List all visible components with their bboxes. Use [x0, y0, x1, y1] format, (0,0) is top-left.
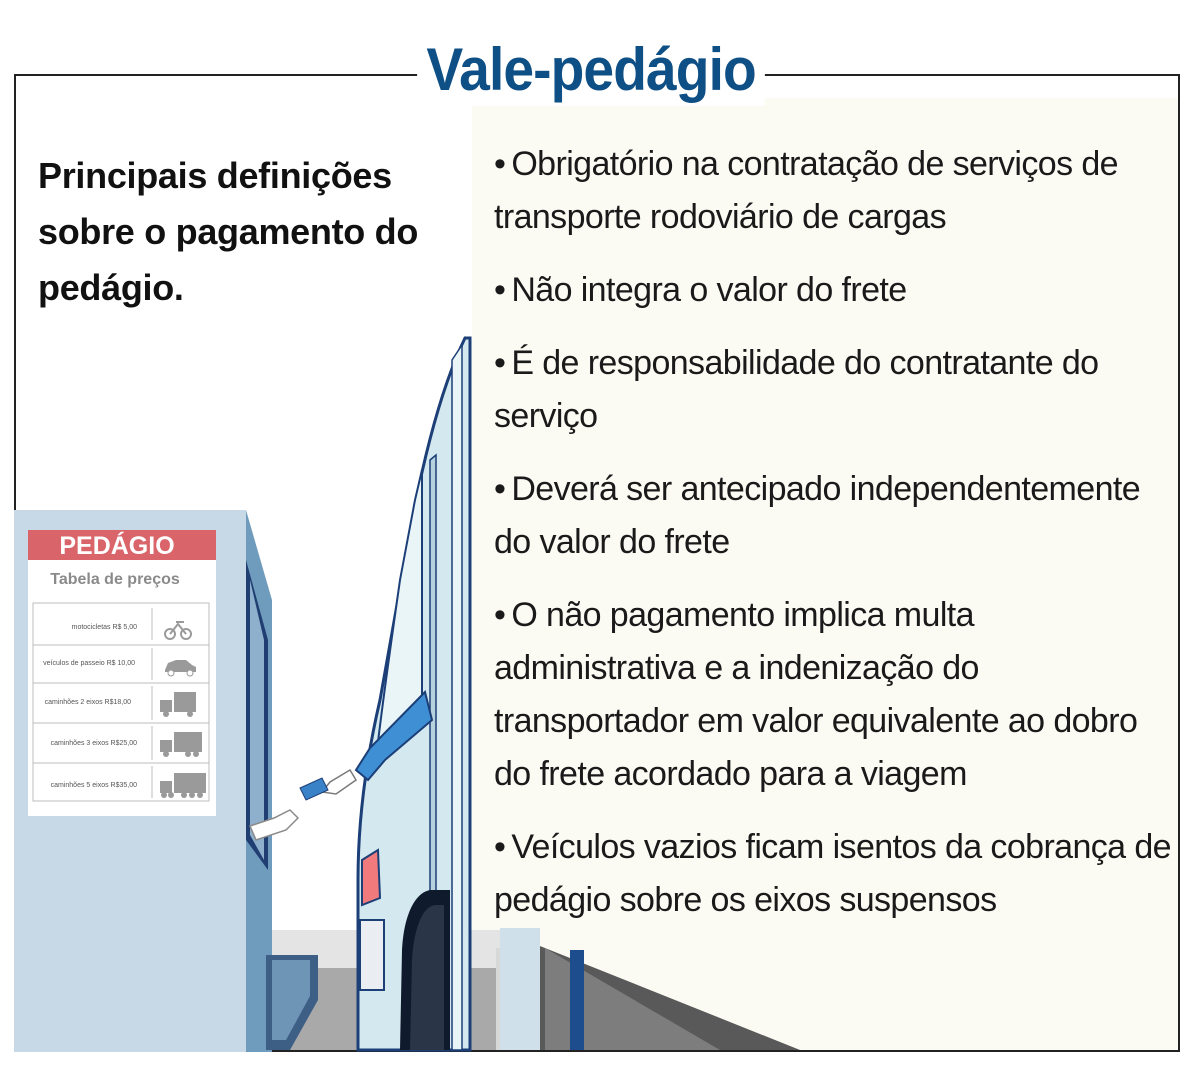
page-title: Vale-pedágio — [418, 34, 766, 106]
bullet-text: O não pagamento implica multa administrativa e a indenização do transportador em valor equivalente ao dobro do frete acordado para a viagem — [494, 596, 1138, 793]
pedagio-sign-text: PEDÁGIO — [59, 532, 175, 560]
bullet-item — [494, 589, 1174, 801]
bullet-text: Veículos vazios ficam isentos da cobrança de pedágio sobre os eixos suspensos — [494, 828, 1171, 919]
toll-booth — [14, 510, 318, 1052]
price-row-label: caminhões 5 eixos R$35,00 — [50, 782, 137, 789]
bullet-item — [494, 138, 1174, 244]
bullet-text: É de responsabilidade do contratante do serviço — [494, 344, 1099, 435]
price-row-label: caminhões 3 eixos R$25,00 — [50, 740, 137, 747]
price-row-label: caminhões 2 eixos R$18,00 — [44, 699, 131, 706]
bullet-text: Deverá ser antecipado independentemente do valor do frete — [494, 470, 1141, 561]
bullet-item — [494, 821, 1174, 927]
bullet-marker: • — [494, 145, 506, 183]
price-row-label: veículos de passeio R$ 10,00 — [43, 660, 135, 667]
price-row-label: motocicletas R$ 5,00 — [71, 624, 137, 631]
price-table-title: Tabela de preços — [50, 571, 180, 588]
bullet-text: Obrigatório na contratação de serviços de transporte rodoviário de cargas — [494, 145, 1118, 236]
bullet-item — [494, 264, 1174, 317]
bullet-list — [494, 138, 1174, 947]
bullet-item — [494, 337, 1174, 443]
bullet-marker: • — [494, 828, 506, 866]
bullet-marker: • — [494, 344, 506, 382]
bullet-item — [494, 463, 1174, 569]
bullet-marker: • — [494, 470, 506, 508]
bullet-marker: • — [494, 596, 506, 634]
bullet-text: Não integra o valor do frete — [511, 271, 907, 309]
bullet-marker: • — [494, 271, 506, 309]
toll-voucher — [300, 778, 328, 800]
subtitle: Principais definições sobre o pagamento do pedágio. — [38, 155, 419, 308]
truck-tail-light — [362, 850, 380, 905]
